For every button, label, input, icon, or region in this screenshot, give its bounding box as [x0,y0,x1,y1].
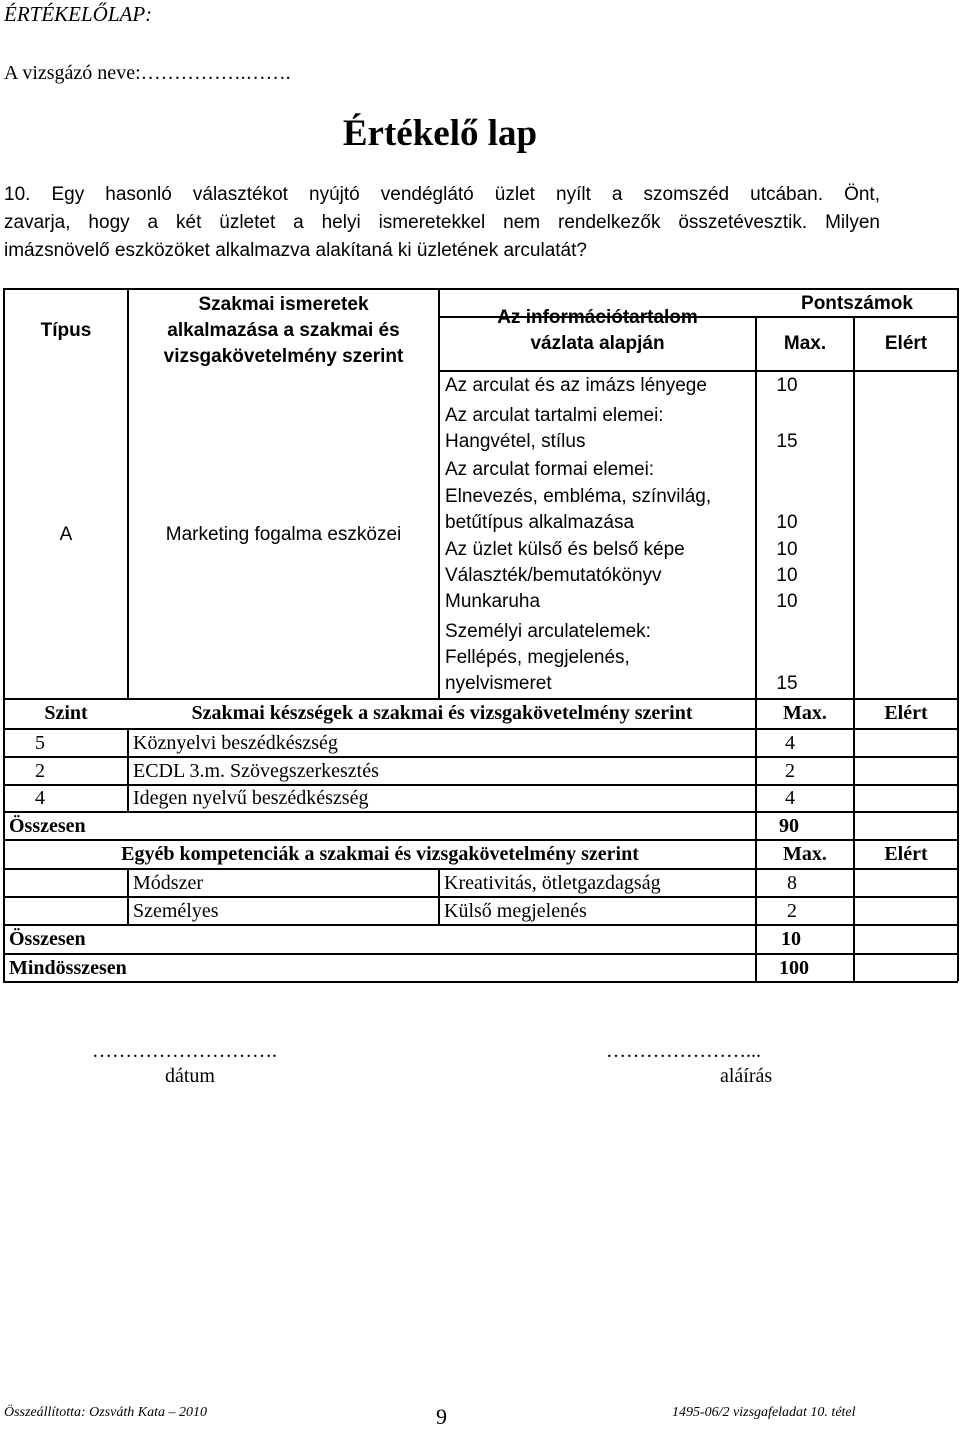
signature-line: …………………... [606,1040,761,1062]
skills-achieved-header: Elért [884,702,928,724]
skill-level: 2 [35,760,45,782]
column-header-achieved: Elért [884,333,928,354]
skills-level-header: Szint [44,702,88,724]
question-text [4,181,880,265]
item-max: 15 [776,673,798,694]
column-header-skills: Szakmai ismeretek [198,294,369,315]
footer-code: 1495-06/2 vizsgafeladat 10. tétel [672,1405,856,1420]
column-header-info: vázlata alapján [530,333,665,354]
skill-max: 2 [785,760,795,782]
examinee-name-field: A vizsgázó neve:…………….……. [4,62,291,84]
page-number: 9 [436,1404,447,1429]
item-max: 10 [776,375,798,396]
item-label: Az arculat formai elemei: [445,459,655,480]
item-label: Az üzlet külső és belső képe [445,539,685,560]
competency-group: Személyes [133,900,219,922]
competency-max: 8 [787,872,797,894]
total-label: Mindösszesen [9,957,127,979]
question-line: imázsnövelő eszközöket alkalmazva alakítaná ki üzletének arculatát? [4,240,587,261]
page-title: Értékelő lap [342,113,538,154]
topic-value: Marketing fogalma eszközei [165,524,402,545]
item-label: Az arculat és az imázs lényege [445,375,707,396]
item-max: 10 [776,591,798,612]
question-line: 10. Egy hasonló választékot nyújtó vendéglátó üzlet nyílt a szomszéd utcában. Önt, [4,184,880,205]
item-max: 10 [776,539,798,560]
subtotal-label: Összesen [9,928,86,950]
column-header-skills: vizsgakövetelmény szerint [163,346,404,367]
skills-title-header: Szakmai készségek a szakmai és vizsgakövetelmény szerint [191,702,693,724]
item-label: Elnevezés, embléma, színvilág, [445,486,712,507]
skill-name: Köznyelvi beszédkészség [133,732,338,754]
item-max: 10 [776,565,798,586]
skill-name: Idegen nyelvű beszédkészség [133,787,369,809]
skills-max-header: Max. [783,702,827,724]
competency-max: 2 [787,900,797,922]
subtotal-value: 10 [781,928,801,950]
item-label: nyelvismeret [445,673,552,694]
column-header-info: Az információtartalom [497,307,698,328]
other-achieved-header: Elért [884,843,928,865]
item-label: Munkaruha [445,591,541,612]
skill-max: 4 [785,787,795,809]
skill-max: 4 [785,732,795,754]
total-value: 100 [779,957,809,979]
signature-label: aláírás [720,1065,773,1087]
competency-name: Külső megjelenés [444,900,587,922]
subtotal-value: 90 [779,815,799,837]
item-label: betűtípus alkalmazása [445,512,635,533]
header-label: ÉRTÉKELŐLAP: [4,2,153,26]
question-line: zavarja, hogy a két üzletet a helyi ismeretekkel nem rendelkezők összetévesztik. Milyen [4,212,880,233]
item-max: 10 [776,512,798,533]
item-label: Hangvétel, stílus [445,431,586,452]
column-header-skills: alkalmazása a szakmai és [167,320,400,341]
column-header-max: Max. [783,333,827,354]
item-max: 15 [776,431,798,452]
item-label: Választék/bemutatókönyv [445,565,662,586]
footer-author: Összeállította: Ozsváth Kata – 2010 [4,1405,208,1420]
item-label: Fellépés, megjelenés, [445,647,630,668]
date-line: ………………………. [92,1040,277,1062]
item-label: Személyi arculatelemek: [445,621,651,642]
skill-name: ECDL 3.m. Szövegszerkesztés [133,760,379,782]
subtotal-label: Összesen [9,815,86,837]
date-label: dátum [165,1065,215,1087]
column-header-type: Típus [40,320,92,341]
skill-level: 5 [35,732,45,754]
other-competencies-header: Egyéb kompetenciák a szakmai és vizsgakövetelmény szerint [121,843,639,865]
column-header-points: Pontszámok [801,293,913,314]
other-max-header: Max. [783,843,827,865]
skill-level: 4 [35,787,45,809]
competency-name: Kreativitás, ötletgazdagság [444,872,661,894]
type-value: A [59,524,73,545]
competency-group: Módszer [133,872,203,894]
item-label: Az arculat tartalmi elemei: [445,405,664,426]
